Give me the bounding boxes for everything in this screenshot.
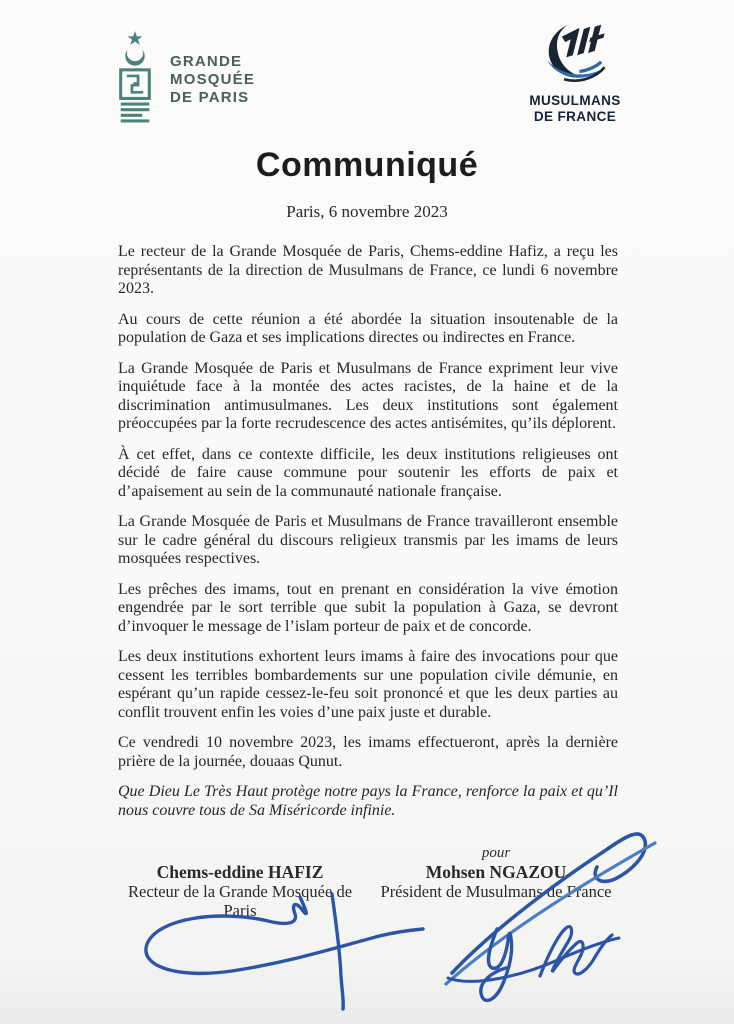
musulmans-de-france-logo [508, 20, 642, 125]
paragraph-2: Au cours de cette réunion a été abordée la situation insoutenable de la population de Gaza et ses implications directes ou indirectes en France. [118, 310, 618, 346]
left-signatory-role: Recteur de la Grande Mosquée de Paris [127, 882, 353, 920]
signature-area [112, 846, 624, 920]
right-signatory-name: Mohsen NGAZOU [425, 862, 567, 882]
closing-prayer-paragraph: Que Dieu Le Très Haut protège notre pays la France, renforce la paix et qu’Il nous couvre tous de Sa Miséricorde infinie. [118, 783, 618, 819]
paragraph-3: La Grande Mosquée de Paris et Musulmans de France expriment leur vive inquiétude face à la montée des actes racistes, de la haine et de la discrimination antimusulmanes. Les deux institutions sont également préoccupées par la forte recrudescence des actes antisémites, qu’ils déplorent. [118, 359, 618, 432]
mdf-wordmark-line2: DE FRANCE [533, 109, 617, 124]
paragraph-7: Les deux institutions exhortent leurs imams à faire des invocations pour que cessent les terribles bombardements sur une population civile démunie, en espérant qu’un rapide cessez-le-feu soit prononcé et que les deux parties au conflit trouvent enfin les voies d’une paix juste et durable. [118, 648, 618, 721]
left-signature-spacer [112, 846, 368, 861]
grande-mosquee-logo-wordmark [170, 53, 255, 107]
right-signatory-role: Président de Musulmans de France [380, 882, 612, 901]
gmp-wordmark-line1: GRANDE [170, 52, 243, 70]
paragraph-4: À cet effet, dans ce contexte difficile, les deux institutions religieuses ont décidé de faire cause commune pour soutenir les efforts de paix et d’apaisement au sein de la communauté nationale française. [118, 445, 618, 500]
paragraph-1: Le recteur de la Grande Mosquée de Paris, Chems-eddine Hafiz, a reçu les représentants de la direction de Musulmans de France, ce lundi 6 novembre 2023. [118, 243, 618, 297]
musulmans-de-france-emblem-icon [540, 20, 610, 91]
signature-block-hafiz [112, 846, 368, 920]
musulmans-de-france-wordmark [529, 93, 620, 125]
paragraph-5: La Grande Mosquée de Paris et Musulmans de France travailleront ensemble sur le cadre général du discours religieux transmis par les imams de leurs mosquées respectives. [118, 513, 618, 567]
star-shape [128, 31, 143, 45]
gmp-wordmark-line2: MOSQUÉE [170, 70, 256, 88]
grande-mosquee-de-paris-logo [112, 30, 255, 129]
grande-mosquee-crescent-star-icon [112, 30, 158, 129]
paragraph-6: Les prêches des imams, tout en prenant en considération la vive émotion engendrée par le sort terrible que subit la population à Gaza, se devront d’invoquer le message de l’islam porteur de paix et de concorde. [118, 580, 618, 635]
pour-label: pour [481, 845, 511, 861]
gmp-wordmark-line3: DE PARIS [170, 88, 250, 106]
document-title: Communiqué [255, 146, 479, 184]
mdf-wordmark-line1: MUSULMANS [529, 93, 621, 108]
signature-block-ngazou [368, 846, 624, 920]
left-signatory-name: Chems-eddine HAFIZ [156, 862, 324, 882]
paragraph-8: Ce vendredi 10 novembre 2023, les imams effectueront, après la dernière prière de la journée, douaas Qunut. [118, 734, 618, 770]
document-dateline: Paris, 6 novembre 2023 [286, 202, 448, 221]
document-body [118, 243, 618, 832]
